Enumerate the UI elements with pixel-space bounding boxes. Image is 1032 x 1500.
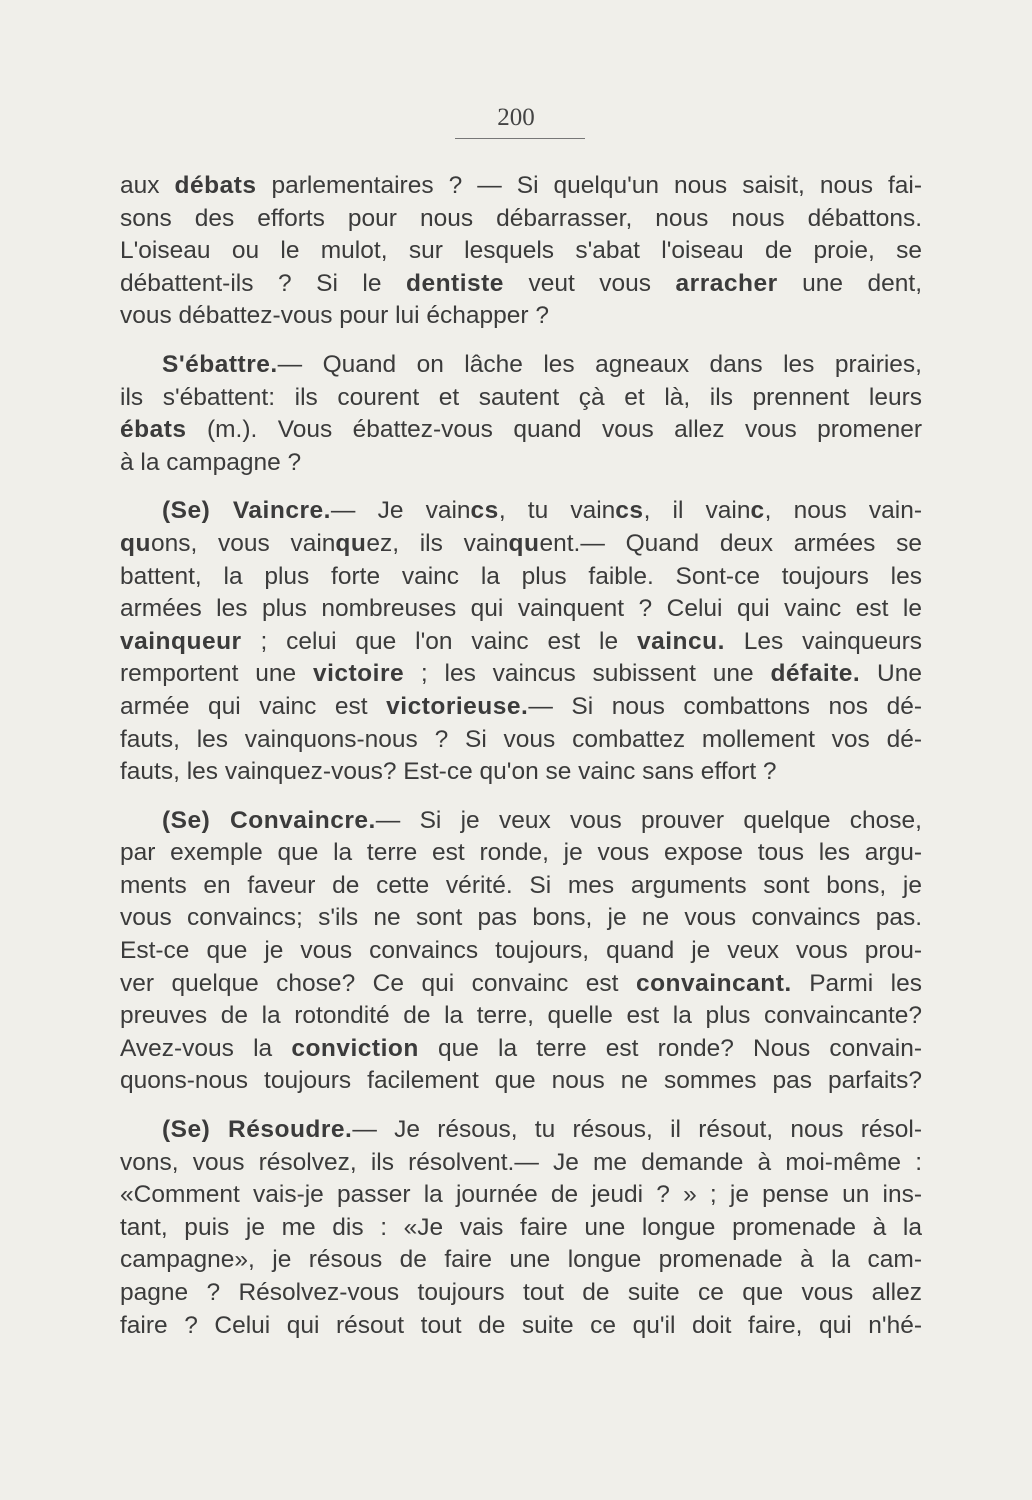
text-segment: ent.— Quand deux armées se xyxy=(539,529,922,557)
text-segment: — Je vain xyxy=(330,497,471,525)
bold-term: S'ébattre. xyxy=(162,350,278,378)
text-segment: Est-ce que je vous convaincs toujours, quand je veux vous prou- xyxy=(120,937,922,965)
text-segment: (m.). Vous ébattez-vous quand vous allez vous promener xyxy=(186,416,922,444)
text-segment: Une xyxy=(860,660,922,688)
text-segment: fauts, les vainquez-vous? Est-ce qu'on se vainc sans effort ? xyxy=(120,758,777,786)
text-line xyxy=(120,805,922,838)
text-segment: par exemple que la terre est ronde, je vous expose tous les argu- xyxy=(120,839,922,867)
text-segment: — Si nous combattons nos dé- xyxy=(528,692,922,720)
text-segment: ver quelque chose? Ce qui convainc est xyxy=(120,969,636,997)
text-segment: preuves de la rotondité de la terre, quelle est la plus convaincante? xyxy=(120,1002,922,1030)
text-segment: à la campagne ? xyxy=(120,448,302,476)
text-segment: L'oiseau ou le mulot, sur lesquels s'abat l'oiseau de proie, se xyxy=(120,237,922,265)
text-segment: débattent-ils ? Si le xyxy=(120,269,406,297)
text-segment: — Je résous, tu résous, il résout, nous résol- xyxy=(352,1116,922,1144)
bold-term: victoire xyxy=(312,660,405,688)
text-segment: que la terre est ronde? Nous convain- xyxy=(418,1034,922,1062)
bold-term: convaincant. xyxy=(635,969,792,997)
text-segment: tant, puis je me dis : «Je vais faire une longue promenade à la xyxy=(120,1213,922,1241)
text-line xyxy=(120,1000,922,1033)
text-segment: , il vain xyxy=(643,497,751,525)
text-segment: ons, vous vain xyxy=(150,529,336,557)
text-segment: pagne ? Résolvez-vous toujours tout de suite ce que vous allez xyxy=(120,1279,922,1306)
text-segment: , nous vain- xyxy=(764,497,922,525)
paragraph xyxy=(120,349,922,479)
text-line xyxy=(120,837,922,870)
text-line xyxy=(120,691,922,724)
bold-term: vainqueur xyxy=(120,627,242,655)
text-segment: — Quand on lâche les agneaux dans les prairies, xyxy=(277,350,922,378)
text-line xyxy=(120,447,922,480)
bold-term: qu xyxy=(508,529,540,557)
bold-term: (Se) Vaincre. xyxy=(162,497,331,525)
text-segment: une dent, xyxy=(777,269,922,297)
text-line xyxy=(120,902,922,935)
text-line xyxy=(120,1147,922,1180)
text-line xyxy=(120,935,922,968)
text-line xyxy=(120,528,922,561)
text-segment: — Si je veux vous prouver quelque chose, xyxy=(375,806,922,834)
text-segment: armée qui vainc est xyxy=(120,692,387,720)
bold-term: défaite. xyxy=(770,660,861,688)
text-segment: armées les plus nombreuses qui vainquent ? Celui qui vainc est le xyxy=(120,595,922,623)
bold-term: (Se) Résoudre. xyxy=(162,1116,353,1144)
text-line xyxy=(120,870,922,903)
text-segment: ils s'ébattent: ils courent et sautent çà et là, ils prennent leurs xyxy=(120,383,922,411)
text-line xyxy=(120,756,922,789)
text-segment: sons des efforts pour nous débarrasser, nous nous débattons. xyxy=(120,204,922,232)
text-line xyxy=(120,1244,922,1277)
text-segment: Les vainqueurs xyxy=(724,627,922,655)
text-line xyxy=(120,203,922,236)
text-line xyxy=(120,170,922,203)
bold-term: conviction xyxy=(291,1034,419,1062)
page-number: 200 xyxy=(497,104,535,131)
text-segment: Avez-vous la xyxy=(120,1034,292,1062)
bold-term: dentiste xyxy=(406,269,504,297)
text-segment: vous convaincs; s'ils ne sont pas bons, je ne vous convaincs pas. xyxy=(120,904,922,932)
bold-term: victorieuse. xyxy=(386,692,529,720)
text-line xyxy=(120,268,922,301)
text-line xyxy=(120,1179,922,1212)
bold-term: ébats xyxy=(120,416,187,444)
text-segment: quons-nous toujours facilement que nous ne sommes pas parfaits? xyxy=(120,1067,922,1095)
bold-term: (Se) Convaincre. xyxy=(162,806,376,834)
text-line xyxy=(120,414,922,447)
text-line xyxy=(120,235,922,268)
paragraph xyxy=(120,170,922,333)
text-line xyxy=(120,1310,922,1343)
text-line xyxy=(120,724,922,757)
text-line xyxy=(120,1033,922,1066)
text-line xyxy=(120,968,922,1001)
text-segment: vous débattez-vous pour lui échapper ? xyxy=(120,302,550,330)
bold-term: arracher xyxy=(675,269,778,297)
text-line xyxy=(120,1212,922,1245)
text-line xyxy=(120,1065,922,1098)
text-segment: «Comment vais-je passer la journée de jeudi ? » ; je pense un ins- xyxy=(120,1181,922,1209)
text-segment: ments en faveur de cette vérité. Si mes arguments sont bons, je xyxy=(120,871,922,899)
bold-term: c xyxy=(750,497,765,525)
text-line xyxy=(120,300,922,333)
text-segment: remportent une xyxy=(120,660,313,688)
text-line xyxy=(120,658,922,691)
bold-term: cs xyxy=(470,497,499,525)
text-line xyxy=(120,349,922,382)
text-line xyxy=(120,382,922,415)
paragraph xyxy=(120,495,922,788)
text-line xyxy=(120,626,922,659)
header-rule xyxy=(455,138,585,139)
text-segment: battent, la plus forte vainc la plus faible. Sont-ce toujours les xyxy=(120,562,922,590)
bold-term: qu xyxy=(120,529,151,557)
paragraph xyxy=(120,1114,922,1342)
text-segment: parlementaires ? — Si quelqu'un nous saisit, nous fai- xyxy=(256,172,923,199)
bold-term: vaincu. xyxy=(636,627,725,655)
text-line xyxy=(120,1114,922,1147)
text-segment: ; les vaincus subissent une xyxy=(404,660,771,688)
text-line xyxy=(120,1277,922,1310)
text-segment: aux xyxy=(120,172,175,199)
text-segment: fauts, les vainquons-nous ? Si vous combattez mollement vos dé- xyxy=(120,725,922,753)
text-line xyxy=(120,561,922,594)
text-segment: ez, ils vain xyxy=(366,529,509,557)
text-segment: campagne», je résous de faire une longue promenade à la cam- xyxy=(120,1246,922,1274)
text-segment: veut vous xyxy=(503,269,676,297)
text-segment: , tu vain xyxy=(498,497,616,525)
bold-term: qu xyxy=(335,529,367,557)
text-segment: faire ? Celui qui résout tout de suite ce qu'il doit faire, qui n'hé- xyxy=(120,1311,922,1339)
text-segment: Parmi les xyxy=(791,969,922,997)
bold-term: cs xyxy=(615,497,644,525)
text-segment: vons, vous résolvez, ils résolvent.— Je me demande à moi-même : xyxy=(120,1148,922,1176)
text-segment: ; celui que l'on vainc est le xyxy=(241,627,637,655)
body-text xyxy=(120,170,922,1358)
bold-term: débats xyxy=(174,172,257,199)
paragraph xyxy=(120,805,922,1098)
text-line xyxy=(120,593,922,626)
text-line xyxy=(120,495,922,528)
